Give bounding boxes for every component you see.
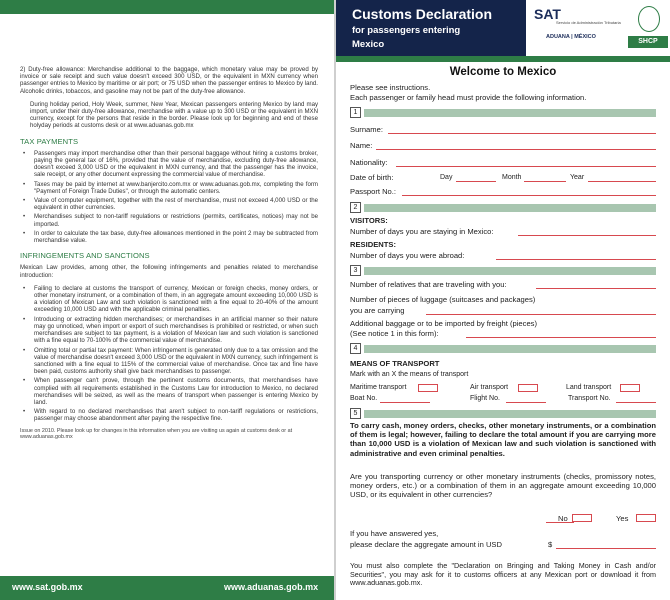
section-bar <box>364 109 656 117</box>
relatives-field[interactable] <box>536 288 656 289</box>
residents-days-field[interactable] <box>496 259 656 260</box>
list-item: • Introducing or extracting hidden merchandises; or merchandises in an artificial manner so their nature may go unnoticed, when import or export of such merchandises is prohibited or restricted, or when such merchandises are subject to tax payment, is a violation of Mexican law and such violation is sanctioned with a fine equal to 70-100% of the commercial value of merchandise. <box>20 316 318 345</box>
sat-logo: SAT <box>534 6 561 22</box>
no-checkbox[interactable] <box>572 514 592 522</box>
section-number: 1 <box>350 107 361 118</box>
money-declaration-note: You must also complete the "Declaration on Bringing and Taking Money in Cash and/or Securities", you may ask for it to customs officers at any Mexican port or download it from www.aduanas.gob.mx. <box>350 561 656 588</box>
boat-label: Boat No. <box>350 395 378 402</box>
additional-baggage-label-2: (See notice 1 in this form): <box>350 329 439 338</box>
year-label: Year <box>570 174 585 181</box>
residents-label: RESIDENTS: <box>350 240 396 249</box>
section-number: 2 <box>350 202 361 213</box>
section-5-header <box>350 408 656 419</box>
header-bar <box>336 0 670 56</box>
list-item: • Value of computer equipment, together with the rest of merchandise, must not exceed 4,000 USD or the equivalent in other currencies. <box>20 197 318 211</box>
yes-label: Yes <box>616 514 629 523</box>
no-label: No <box>558 514 568 523</box>
transport-title: MEANS OF TRANSPORT <box>350 359 440 368</box>
day-label: Day <box>440 174 453 181</box>
sat-subtitle: Servicio de Administración Tributaria <box>556 20 621 25</box>
logo-panel <box>526 0 670 56</box>
luggage-label-1: Number of pieces of luggage (suitcases and packages) <box>350 295 536 304</box>
relatives-label: Number of relatives that are traveling with you: <box>350 280 507 289</box>
infringements-heading: INFRINGEMENTS AND SANCTIONS <box>20 251 150 261</box>
aduanas-url-link[interactable]: www.aduanas.gob.mx <box>224 582 319 592</box>
visitors-days-label: Number of days you are staying in Mexico: <box>350 227 494 236</box>
tax-payments-heading: TAX PAYMENTS <box>20 136 79 146</box>
passport-label: Passport No.: <box>350 187 397 196</box>
section-number: 4 <box>350 343 361 354</box>
left-footer-right-part <box>218 576 334 600</box>
aduana-logo: ADUANA | MÉXICO <box>546 34 596 40</box>
list-item: • With regard to no declared merchandises that aren't subject to non-tariff regulations or restrictions, passenger may choose abandonment after paying the respective fine. <box>20 408 318 422</box>
green-rule <box>336 56 670 62</box>
residents-days-label: Number of days you were abroad: <box>350 251 465 260</box>
nationality-field[interactable] <box>396 166 656 167</box>
section-4-header <box>350 343 656 354</box>
air-checkbox[interactable] <box>518 384 538 392</box>
shcp-logo: SHCP <box>628 36 668 48</box>
section-3-header <box>350 265 656 276</box>
section-bar <box>364 345 656 353</box>
dollar-sign: $ <box>548 540 553 549</box>
section-bar <box>364 267 656 275</box>
nationality-label: Nationality: <box>350 158 388 167</box>
left-content <box>20 66 318 440</box>
list-item: • When passenger can't prove, through the pertinent customs documents, that merchandises have complied with all requirements established in the Customs Law for introduction to Mexico, no declared merchandises will be seized, as well as the means of transport when passenger is entering Mexico by land. <box>20 377 318 406</box>
currency-question: Are you transporting currency or other monetary instruments (checks, promissory notes, money orders, etc.) or a combination of them in an aggregate amount exceeding 10,000 USD, or its equivalent in other currencies? <box>350 472 656 500</box>
if-yes-label-1: If you have answered yes, <box>350 529 439 538</box>
transport-no-label: Transport No. <box>568 395 611 402</box>
sat-url-link[interactable]: www.sat.gob.mx <box>12 582 83 592</box>
issue-note: Issue on 2010. Please look up for changes in this information when you are visiting us again at customs desk or at www.aduanas.gob.mx <box>20 427 293 440</box>
section-number: 5 <box>350 408 361 419</box>
welcome-heading: Welcome to Mexico <box>449 66 557 78</box>
air-label: Air transport <box>470 384 509 391</box>
list-item: • Merchandises subject to non-tariff regulations or restrictions (permits, certificates, notices) may not be imported. <box>20 213 318 227</box>
right-page <box>336 0 670 600</box>
section-bar <box>364 204 656 212</box>
eagle-seal-icon <box>638 6 660 32</box>
year-field[interactable] <box>588 181 656 182</box>
duty-free-paragraph: 2) Duty-free allowance: Merchandise additional to the baggage, which monetary value may be proved by invoice or sale receipt and such value doesn't exceed 300 USD, or the equivalent in MXN currency when passenger entries to Mexico by maritime or air port; or 75 USD when the passenger entires to Mexico by land. Alcoholic drinks, tobaccos, and gasoline may not be part of the duty-free allowance. <box>20 66 318 95</box>
left-page <box>0 0 334 600</box>
flight-label: Flight No. <box>470 395 500 402</box>
form-subtitle-1: for passengers entering <box>352 25 461 36</box>
legal-warning: To carry cash, money orders, checks, other monetary instruments, or a combination of them is legal; however, failing to declare the total amount if you are carrying more than 10,000 USD is a violation of Mexican law and such violation is sanctioned with administrative and even criminal penalties. <box>350 421 656 458</box>
list-item: • Passengers may import merchandise other than their personal baggage without hiring a customs broker, paying the general tax of 16%, provided that the value of merchandise, excluding duty-free allowance, doesn't exceed 3,000 USD or the equivalent in MXN currency, and that the passenger has the invoice, sale receipt, or any other document expressing the commercial value of merchandise. <box>20 150 318 179</box>
month-label: Month <box>502 174 522 181</box>
holiday-paragraph: During holiday period, Holy Week, summer, New Year, Mexican passengers entering Mexico by land may import, under their duty-free allowance, merchandise with a value up to 300 USD or the equivalent in MXN currency, except for the persons that reside in the border. Please look up for beginning and end of these holyday periods at customs desk or at www.aduanas.gob.mx <box>30 100 318 130</box>
additional-baggage-field[interactable] <box>466 337 656 338</box>
list-item: • Taxes may be paid by internet at www.banjercito.com.mx or www.aduanas.gob.mx, completing the form "Payment of Foreign Trade Duties", or through the automatic centers. <box>20 181 318 195</box>
transport-no-field[interactable] <box>616 402 656 403</box>
list-item: • In order to calculate the tax base, duty-free allowances mentioned in the point 2 may be subtracted from merchandise value. <box>20 230 318 244</box>
maritime-label: Maritime transport <box>350 384 407 391</box>
name-field[interactable] <box>376 149 656 150</box>
section-number: 3 <box>350 265 361 276</box>
passport-field[interactable] <box>402 195 656 196</box>
left-top-strip <box>0 0 334 14</box>
form-title: Customs Declaration <box>352 6 493 22</box>
visitors-days-field[interactable] <box>518 235 656 236</box>
tax-list <box>20 150 318 244</box>
month-field[interactable] <box>524 181 566 182</box>
maritime-checkbox[interactable] <box>418 384 438 392</box>
infringements-intro: Mexican Law provides, among other, the following infringements and penalties related to merchandise introduction: <box>20 264 318 279</box>
luggage-label-2: you are carrying <box>350 306 405 315</box>
yes-checkbox[interactable] <box>636 514 656 522</box>
section-1-header <box>350 107 656 118</box>
section-bar <box>364 410 656 418</box>
day-field[interactable] <box>456 181 496 182</box>
dob-label: Date of birth: <box>350 173 394 182</box>
flight-field[interactable] <box>506 402 546 403</box>
if-yes-label-2: please declare the aggregate amount in USD <box>350 540 502 549</box>
instructions-line-2: Each passenger or family head must provide the following information. <box>350 93 587 102</box>
land-checkbox[interactable] <box>620 384 640 392</box>
instructions-line-1: Please see instructions. <box>350 83 431 92</box>
list-item: • Omitting total or partial tax payment: When infringement is generated only due to a tax omission and the value of merchandise doesn't exceed 3,000 USD or the equivalent in MXN currency, such infringement is sanctioned with a fine equal to 115% of the commercial value of merchandise. Once tax and fine have been paid, customs authority shall give back merchandises to passenger. <box>20 347 318 376</box>
transport-instruction: Mark with an X the means of transport <box>350 371 469 378</box>
surname-label: Surname: <box>350 125 383 134</box>
luggage-field[interactable] <box>426 314 656 315</box>
boat-field[interactable] <box>380 402 430 403</box>
surname-field[interactable] <box>388 133 656 134</box>
visitors-label: VISITORS: <box>350 216 388 225</box>
name-label: Name: <box>350 141 373 150</box>
section-2-header <box>350 202 656 213</box>
infringements-list <box>20 285 318 423</box>
additional-baggage-label-1: Additional baggage or to be imported by freight (pieces) <box>350 319 538 328</box>
amount-field[interactable] <box>556 548 656 549</box>
land-label: Land transport <box>566 384 612 391</box>
form-subtitle-2: Mexico <box>352 39 385 50</box>
list-item: • Failing to declare at customs the transport of currency, Mexican or foreign checks, money orders, or other monetary instrument, or a combination of them, in an aggregate amount exceeding 10,000 USD is a violation of Mexican Law and such violation is sanctioned with a fine equal to 20-40% of the amount exceeding 10,000 USD and with the applicable criminal penalties. <box>20 285 318 314</box>
